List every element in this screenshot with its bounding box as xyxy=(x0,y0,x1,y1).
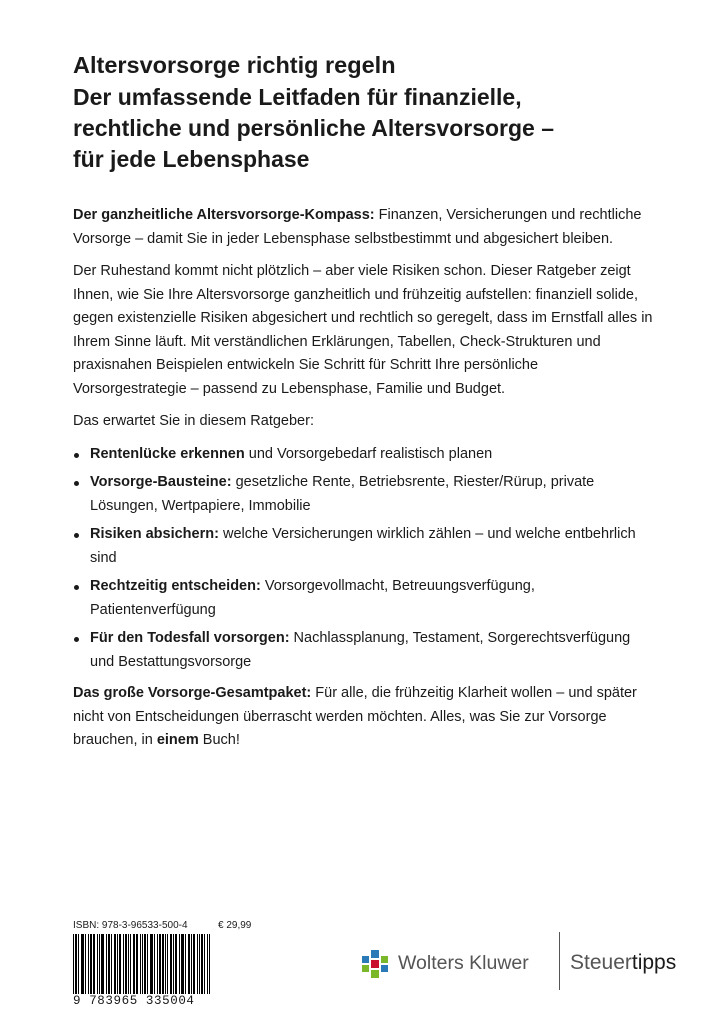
intro-bold: Der ganzheitliche Altersvorsorge-Kompass: xyxy=(73,207,375,223)
barcode-bar xyxy=(120,934,121,994)
barcode-bar xyxy=(154,934,155,994)
feature-list xyxy=(73,443,653,675)
barcode-bar xyxy=(194,934,195,994)
barcode-digits: 9 783965 335004 xyxy=(73,994,195,1008)
barcode-bar xyxy=(179,934,180,994)
barcode-bar xyxy=(90,934,91,994)
barcode-bar xyxy=(140,934,141,994)
barcode-bar xyxy=(130,934,131,994)
logo-divider xyxy=(559,932,560,990)
closing-text: Für alle, die frühzeitig Klarheit wollen – und später nicht von Entscheidungen überrascht werden möchten. Alles, was Sie zur Vorsorge brauchen, in xyxy=(73,685,637,748)
barcode-bar xyxy=(83,934,84,994)
barcode-bar xyxy=(109,934,110,994)
closing-text-end: Buch! xyxy=(198,732,240,748)
closing-emphasis: einem xyxy=(156,732,199,748)
list-item-bold: Vorsorge-Bausteine: xyxy=(90,474,232,490)
barcode-bar xyxy=(125,934,126,994)
barcode-bar xyxy=(134,934,135,994)
barcode-bar xyxy=(99,934,100,994)
barcode-bar xyxy=(163,934,164,994)
barcode-bar xyxy=(193,934,194,994)
barcode-bar xyxy=(204,934,205,994)
barcode-bar xyxy=(183,934,184,994)
book-title: Altersvorsorge richtig regeln xyxy=(73,52,396,78)
list-item-text: und Vorsorgebedarf realistisch planen xyxy=(244,445,493,462)
list-item xyxy=(73,471,653,518)
barcode-bar xyxy=(145,934,146,994)
barcode-bar xyxy=(81,934,82,994)
list-item-text: Vorsorgevollmacht, Betreuungsverfügung, Patientenverfügung xyxy=(90,578,535,618)
list-item-bold: Risiken absichern: xyxy=(90,526,219,542)
barcode-bar xyxy=(114,934,115,994)
barcode-bar xyxy=(188,934,189,994)
list-intro: Das erwartet Sie in diesem Ratgeber: xyxy=(73,413,314,429)
price-label: € 29,99 xyxy=(218,920,252,931)
barcode-bar xyxy=(142,934,143,994)
barcode-bar xyxy=(189,934,190,994)
barcode-bar xyxy=(73,934,74,994)
list-item-bold: Rechtzeitig entscheiden: xyxy=(90,578,261,594)
book-subtitle xyxy=(73,82,693,175)
barcode-bar xyxy=(133,934,134,994)
barcode-bar xyxy=(160,934,161,994)
barcode-bar xyxy=(182,934,183,994)
barcode-bar xyxy=(191,934,192,994)
barcode-bar xyxy=(115,934,116,994)
barcode-bar xyxy=(111,934,112,994)
barcode-bar xyxy=(157,934,158,994)
intro-text: Finanzen, Versicherungen und rechtliche Vorsorge – damit Sie in jeder Lebensphase selbstbestimmt und abgesichert bleiben. xyxy=(73,207,642,247)
list-item-text: Nachlassplanung, Testament, Sorgerechtsverfügung und Bestattungsvorsorge xyxy=(90,630,631,670)
barcode-bar xyxy=(85,934,86,994)
barcode-bar xyxy=(94,934,95,994)
barcode-bar xyxy=(101,934,102,994)
brand-part-2: tipps xyxy=(631,951,677,974)
barcode-bar xyxy=(126,934,127,994)
barcode-bar xyxy=(185,934,186,994)
barcode-bar xyxy=(102,934,103,994)
list-item-text: welche Versicherungen wirklich zählen – und welche entbehrlich sind xyxy=(90,526,636,566)
barcode-bar xyxy=(209,934,210,994)
list-item xyxy=(73,575,653,622)
barcode-bar xyxy=(137,934,138,994)
barcode-bar xyxy=(76,934,77,994)
barcode-bar xyxy=(152,934,153,994)
barcode-bar xyxy=(170,934,171,994)
barcode-bar xyxy=(123,934,124,994)
barcode-bar xyxy=(106,934,107,994)
barcode-bar xyxy=(128,934,129,994)
list-item-text: gesetzliche Rente, Betriebsrente, Riester/Rürup, private Lösungen, Wertpapiere, Immobilie xyxy=(90,474,595,514)
barcode-bar xyxy=(108,934,109,994)
barcode-bar xyxy=(97,934,98,994)
publisher-name: Wolters Kluwer xyxy=(398,952,529,974)
barcode-bar xyxy=(93,934,94,994)
barcode-bar xyxy=(144,934,145,994)
list-item xyxy=(73,627,653,674)
intro-paragraph xyxy=(73,204,653,251)
barcode-bar xyxy=(199,934,200,994)
brand-part-1: Steuer xyxy=(570,951,632,974)
barcode-bar xyxy=(202,934,203,994)
barcode-bar xyxy=(88,934,89,994)
barcode-bar xyxy=(207,934,208,994)
barcode-bar xyxy=(167,934,168,994)
barcode-bar xyxy=(103,934,104,994)
barcode-bar xyxy=(175,934,176,994)
barcode-bar xyxy=(197,934,198,994)
wolters-kluwer-logo-icon xyxy=(360,949,390,979)
barcode-bar xyxy=(119,934,120,994)
subtitle-line: rechtliche und persönliche Altersvorsorge – xyxy=(73,115,555,141)
closing-bold: Das große Vorsorge-Gesamtpaket: xyxy=(73,685,312,701)
list-item-bold: Für den Todesfall vorsorgen: xyxy=(90,630,290,646)
list-item-bold: Rentenlücke erkennen xyxy=(90,445,245,462)
barcode-bar xyxy=(165,934,166,994)
closing-paragraph xyxy=(73,682,653,753)
barcode-bar xyxy=(159,934,160,994)
barcode-bar xyxy=(201,934,202,994)
barcode-bar xyxy=(75,934,76,994)
barcode-bar xyxy=(171,934,172,994)
barcode-bar xyxy=(151,934,152,994)
list-item xyxy=(73,523,653,570)
barcode-bar xyxy=(91,934,92,994)
barcode xyxy=(73,934,210,994)
main-paragraph: Der Ruhestand kommt nicht plötzlich – aber viele Risiken schon. Dieser Ratgeber zeigt Ihnen, wie Sie Ihre Altersvorsorge ganzheitlich und frühzeitig aufstellen: finanziell solide, gegen existenzielle Risiken abgesichert und rechtlich so geregelt, dass im Ernstfall alles in Ihrem Sinne läuft. Mit verständlichen Erklärungen, Tabellen, Check-Strukturen und praxisnahen Beispielen entwickeln Sie Schritt für Schritt Ihre persönliche Vorsorgestrategie – passend zu Lebensphase, Familie und Budget. xyxy=(73,263,653,397)
subtitle-line: für jede Lebensphase xyxy=(73,146,310,172)
barcode-bar xyxy=(162,934,163,994)
subtitle-line: Der umfassende Leitfaden für finanzielle, xyxy=(73,84,522,110)
barcode-bar xyxy=(176,934,177,994)
barcode-bar xyxy=(136,934,137,994)
barcode-bar xyxy=(150,934,151,994)
blurb-body xyxy=(73,204,653,762)
list-item xyxy=(73,443,653,467)
barcode-bar xyxy=(147,934,148,994)
brand-logo xyxy=(570,951,676,975)
barcode-bar xyxy=(82,934,83,994)
barcode-bar xyxy=(181,934,182,994)
barcode-bar xyxy=(117,934,118,994)
isbn-label: ISBN: 978-3-96533-500-4 xyxy=(73,920,188,931)
barcode-bar xyxy=(78,934,79,994)
barcode-bar xyxy=(173,934,174,994)
